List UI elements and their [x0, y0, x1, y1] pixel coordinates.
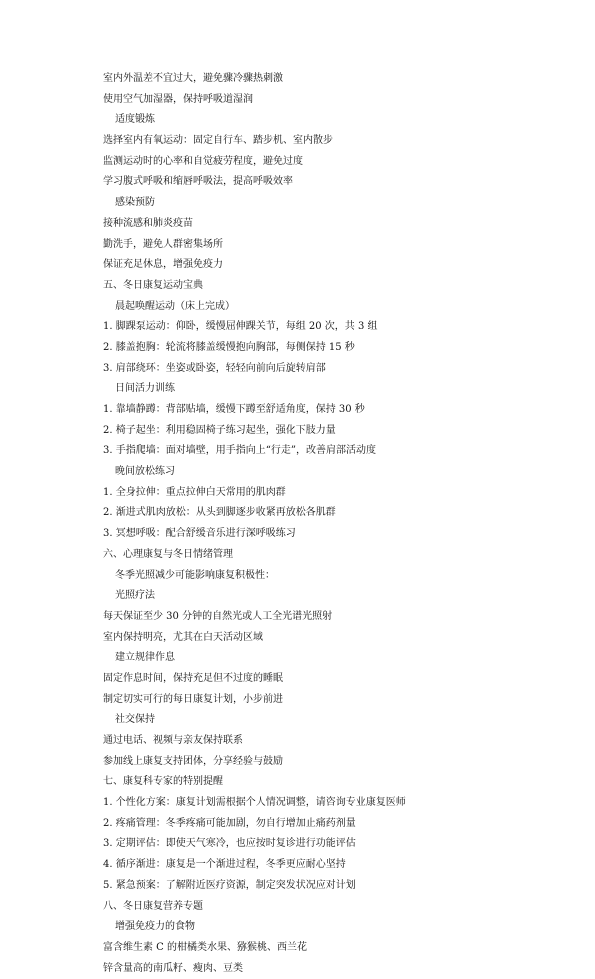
subheading-line: 适度锻炼: [115, 114, 155, 126]
text-line: 保证充足休息，增强免疫力: [103, 259, 223, 271]
text-line: 固定作息时间，保持充足但不过度的睡眠: [103, 672, 283, 684]
text-line: 室内保持明亮，尤其在白天活动区域: [103, 631, 263, 643]
text-line: 选择室内有氧运动：固定自行车、踏步机、室内散步: [103, 135, 333, 147]
text-line: 七、康复科专家的特别提醒: [103, 776, 223, 788]
text-line: 室内外温差不宜过大，避免骤冷骤热刺激: [103, 73, 283, 84]
text-line: 使用空气加湿器，保持呼吸道湿润: [103, 93, 253, 105]
subheading-line: 晚间放松练习: [115, 466, 175, 478]
text-line: 每天保证至少 30 分钟的自然光或人工全光谱光照射: [103, 610, 333, 622]
text-line: 通过电话、视频与亲友保持联系: [103, 735, 243, 746]
text-line: 富含维生素 C 的柑橘类水果、猕猴桃、西兰花: [103, 941, 308, 953]
text-line: 1. 个性化方案：康复计划需根据个人情况调整，请咨询专业康复医师: [103, 797, 406, 809]
text-line: 1. 靠墙静蹲：背部贴墙，缓慢下蹲至舒适角度，保持 30 秒: [103, 404, 365, 415]
subheading-line: 冬季光照减少可能影响康复积极性：: [115, 569, 275, 581]
text-line: 八、冬日康复营养专题: [103, 900, 203, 912]
text-line: 5. 紧急预案：了解附近医疗资源，制定突发状况应对计划: [103, 879, 356, 891]
text-line: 2. 渐进式肌肉放松：从头到脚逐步收紧再放松各肌群: [103, 507, 336, 519]
text-line: 2. 椅子起坐：利用稳固椅子练习起坐，强化下肢力量: [103, 424, 336, 436]
subheading-line: 社交保持: [115, 714, 155, 726]
subheading-line: 感染预防: [115, 197, 155, 209]
subheading-line: 晨起唤醒运动（床上完成）: [115, 300, 235, 312]
text-line: 1. 全身拉伸：重点拉伸白天常用的肌肉群: [103, 486, 286, 498]
text-line: 3. 定期评估：即使天气寒冷，也应按时复诊进行功能评估: [103, 838, 356, 850]
text-line: 制定切实可行的每日康复计划，小步前进: [103, 693, 283, 705]
subheading-line: 光照疗法: [115, 590, 155, 602]
text-line: 3. 肩部绕环：坐姿或卧姿，轻轻向前向后旋转肩部: [103, 362, 326, 374]
text-line: 五、冬日康复运动宝典: [103, 279, 203, 291]
text-line: 勤洗手，避免人群密集场所: [103, 238, 223, 250]
text-line: 2. 膝盖抱胸：轮流将膝盖缓慢抱向胸部，每侧保持 15 秒: [103, 341, 355, 353]
text-line: 监测运动时的心率和自觉疲劳程度，避免过度: [103, 155, 303, 167]
text-line: 3. 冥想呼吸：配合舒缓音乐进行深呼吸练习: [103, 528, 296, 540]
text-line: 4. 循序渐进：康复是一个渐进过程，冬季更应耐心坚持: [103, 859, 346, 871]
text-line: 1. 脚踝泵运动：仰卧，缓慢屈伸踝关节，每组 20 次，共 3 组: [103, 321, 378, 333]
text-line: 参加线上康复支持团体，分享经验与鼓励: [103, 755, 283, 767]
text-line: 学习腹式呼吸和缩唇呼吸法，提高呼吸效率: [103, 176, 293, 188]
text-line: 接种流感和肺炎疫苗: [103, 217, 193, 229]
subheading-line: 增强免疫力的食物: [115, 921, 195, 933]
text-line: 六、心理康复与冬日情绪管理: [103, 548, 233, 560]
subheading-line: 日间活力训练: [115, 383, 175, 395]
text-line: 锌含量高的南瓜籽、瘦肉、豆类: [103, 962, 243, 974]
document-body: [103, 69, 543, 979]
text-line: 2. 疼痛管理：冬季疼痛可能加剧，勿自行增加止痛药剂量: [103, 817, 356, 829]
subheading-line: 建立规律作息: [115, 652, 175, 664]
text-line: 3. 手指爬墙：面对墙壁，用手指向上“行走”，改善肩部活动度: [103, 445, 376, 457]
